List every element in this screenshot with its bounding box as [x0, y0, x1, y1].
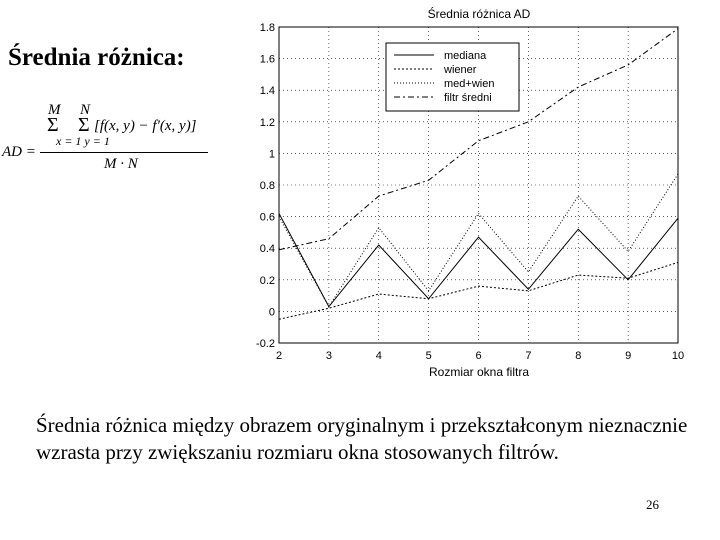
formula-fraction-bar — [40, 152, 208, 153]
formula-denominator: M · N — [104, 156, 138, 172]
x-tick-label: 8 — [575, 350, 582, 362]
y-tick-label: 0.6 — [259, 211, 275, 224]
legend-label: wiener — [444, 64, 477, 76]
x-tick-label: 4 — [375, 350, 382, 362]
chart-xlabel: Rozmiar okna filtra — [428, 365, 530, 379]
formula-upper-m: M — [48, 102, 61, 118]
y-tick-label: -0.2 — [256, 338, 275, 350]
y-tick-label: 1.8 — [259, 22, 275, 34]
chart-title: Średnia różnica AD — [427, 7, 531, 21]
y-tick-label: 0 — [268, 306, 275, 319]
y-tick-label: 1 — [268, 148, 275, 161]
series-line-1 — [279, 262, 678, 319]
slide-caption: Średnia różnica między obrazem oryginalnym i przekształconym nieznacznie wzrasta przy zwiększaniu rozmiaru okna stosowanych filtrów. — [36, 413, 688, 464]
y-tick-label: 0.8 — [259, 180, 275, 192]
formula-sigma-x: Σ — [47, 114, 59, 136]
formula-sigma-y: Σ — [78, 114, 90, 136]
y-tick-label: 1.4 — [259, 85, 275, 98]
formula-body: [f(x, y) − f′(x, y)] — [94, 118, 197, 134]
y-tick-label: 0.2 — [259, 274, 275, 287]
chart-legend — [386, 43, 519, 111]
slide-heading: Średnia różnica: — [8, 44, 185, 71]
x-tick-label: 7 — [525, 350, 532, 362]
formula-lower-limits: x = 1 y = 1 — [56, 134, 110, 148]
formula-lhs: AD = — [2, 144, 36, 160]
x-tick-label: 6 — [475, 350, 482, 362]
formula-upper-n: N — [80, 102, 91, 118]
x-tick-label: 10 — [671, 350, 685, 362]
legend-label: med+wien — [444, 78, 495, 90]
series-line-2 — [279, 174, 678, 307]
x-tick-label: 9 — [625, 350, 632, 362]
legend-label: mediana — [444, 50, 487, 62]
y-tick-label: 0.4 — [259, 243, 275, 256]
x-tick-label: 5 — [425, 350, 432, 362]
x-tick-label: 2 — [275, 350, 283, 362]
y-tick-label: 1.6 — [259, 53, 275, 66]
ad-formula — [0, 100, 212, 180]
page-number: 26 — [646, 497, 659, 512]
x-tick-label: 3 — [325, 350, 332, 362]
line-chart — [240, 0, 700, 380]
legend-label: filtr średni — [444, 92, 492, 104]
y-tick-label: 1.2 — [259, 116, 275, 129]
